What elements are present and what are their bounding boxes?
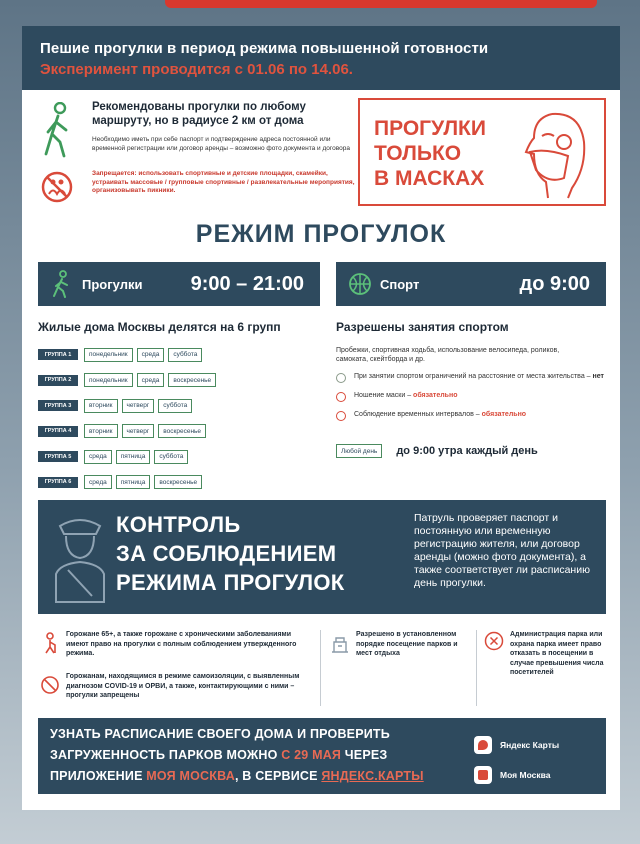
day-chip: воскресенье [168,373,216,387]
groups-list [38,342,220,495]
group-row [38,342,220,368]
masked-face-icon [512,108,594,200]
rule-2-text: Ношение маски – [354,392,412,399]
footer-2a: ЗАГРУЖЕННОСТЬ ПАРКОВ МОЖНО [50,748,282,762]
anyday-row [336,444,538,458]
footer-2c: ЧЕРЕЗ [341,748,388,762]
group-tag: ГРУППА 2 [38,375,78,386]
group-row [38,470,220,496]
rule-1-text: При занятии спортом ограничений на расстояние от места жительства – [354,373,591,380]
footer-line-3 [50,766,470,787]
day-chip: суббота [154,450,188,464]
isolated-text: Горожанам, находящимся в режиме самоизоляции, с выявленным диагнозом COVID-19 и ОРВИ, а также, контактирующими с ними – прогулки запрещены [66,673,300,699]
rule-3-em: обязательно [481,411,527,418]
footer-app-name: МОЯ МОСКВА [146,769,235,783]
group-row [38,368,220,394]
app-yandex-maps[interactable] [474,730,559,760]
app-label: Моя Москва [500,770,551,780]
group-row [38,393,220,419]
mask-text [374,116,486,191]
divider [320,630,321,706]
day-chip: четверг [122,424,155,438]
bottom-notes [38,626,606,714]
footer-banner [38,718,606,794]
app-list [474,730,559,790]
footer-line-2 [50,745,470,766]
footer-3c: , В СЕРВИСЕ [234,769,322,783]
group-tag: ГРУППА 3 [38,400,78,411]
sport-label: Спорт [380,276,420,292]
top-red-bar [165,0,597,8]
header-title: Пешие прогулки в период режима повышенной готовности [40,40,489,57]
day-chip: воскресенье [158,424,206,438]
mask-line-3: В МАСКАХ [374,167,485,190]
officer-icon [52,512,108,604]
no-covid-icon [40,674,60,696]
cross-circle-icon [484,630,504,652]
day-chip: вторник [84,424,118,438]
anyday-chip: Любой день [336,444,382,458]
control-line-1: КОНТРОЛЬ [116,512,241,537]
elderly-text: Горожане 65+, а также горожане с хроническими заболеваниями имеют право на прогулки с полным соблюдением утвержденного режима. [66,631,297,657]
day-chip: вторник [84,399,118,413]
elderly-icon [40,632,60,654]
rule-text [354,391,458,400]
mode-title: РЕЖИМ ПРОГУЛОК [195,220,447,248]
forbidden-text: Запрещается: использовать спортивные и детские площадки, скамейки, устраивать массовые / групповые спортивные / развлекательные мероприятия, организовывать пикники. [92,170,355,194]
walks-bar [38,262,320,306]
walker-small-icon [50,270,74,298]
footer-line-1: УЗНАТЬ РАСПИСАНИЕ СВОЕГО ДОМА И ПРОВЕРИТЬ [50,727,390,741]
walks-time: 9:00 – 21:00 [190,272,304,295]
sport-desc: Пробежки, спортивная ходьба, использование велосипеда, роликов, самоката, скейтборда и др. [336,347,560,363]
group-tag: ГРУППА 5 [38,451,78,462]
day-chip: среда [84,475,112,489]
day-chip: суббота [158,399,192,413]
rule-1-em: нет [592,373,604,380]
footer-text [50,724,470,787]
day-chip: среда [137,348,165,362]
footer-date: С 29 МАЯ [281,748,342,762]
app-my-moscow[interactable] [474,760,559,790]
group-tag: ГРУППА 6 [38,477,78,488]
day-chip: среда [137,373,165,387]
sport-rule-mask [336,391,606,402]
check-icon [336,373,346,383]
group-tag: ГРУППА 1 [38,349,78,360]
group-tag: ГРУППА 4 [38,426,78,437]
day-chip: понедельник [84,373,133,387]
clock-icon [336,411,346,421]
day-chip: среда [84,450,112,464]
control-banner [38,500,606,614]
divider [476,630,477,706]
rule-text [354,372,604,381]
sport-rule-interval [336,410,606,421]
recommend-title: Рекомендованы прогулки по любому маршруту, но в радиусе 2 км от дома [92,101,306,127]
control-desc: Патруль проверяет паспорт и постоянную или временную регистрацию жителя, или договор аренды (можно фото документа), а также соответствует ли расписанию день прогулки. [414,512,590,589]
sport-time: до 9:00 [519,272,590,295]
ball-icon [348,270,372,298]
footer-service-link[interactable]: ЯНДЕКС.КАРТЫ [321,769,424,783]
park-icon [330,632,350,654]
groups-title: Жилые дома Москвы делятся на 6 групп [38,320,281,334]
control-title [116,510,344,597]
rule-2-em: обязательно [413,392,458,399]
day-chip: пятница [116,475,151,489]
group-row [38,444,220,470]
my-moscow-icon [474,766,492,784]
parks-text: Разрешено в установленном порядке посещение парков и мест отдыха [356,631,458,657]
mask-small-icon [336,392,346,402]
mask-line-1: ПРОГУЛКИ [374,117,486,140]
sport-bar [336,262,606,306]
admin-text: Администрация парка или охрана парка имеет право отказать в посещении в случае превышения числа посетителей [510,631,604,676]
day-chip: четверг [122,399,155,413]
group-row [38,419,220,445]
day-chip: понедельник [84,348,133,362]
footer-3a: ПРИЛОЖЕНИЕ [50,769,147,783]
mask-line-2: ТОЛЬКО [374,142,462,165]
poster [22,26,620,810]
no-gathering-icon [40,170,74,204]
header-experiment: Эксперимент проводится с 01.06 по 14.06. [40,61,353,78]
walks-label: Прогулки [82,276,143,292]
day-chip: пятница [116,450,151,464]
sport-rule-distance [336,372,606,383]
control-line-2: ЗА СОБЛЮДЕНИЕМ [116,541,337,566]
app-label: Яндекс Карты [500,740,560,750]
day-chip: воскресенье [154,475,202,489]
day-chip: суббота [168,348,202,362]
anyday-text: до 9:00 утра каждый день [396,445,538,457]
control-line-3: РЕЖИМА ПРОГУЛОК [116,570,345,595]
mask-box [358,98,606,206]
walker-icon [40,102,76,160]
rule-text [354,410,526,419]
yandex-maps-icon [474,736,492,754]
header [22,26,620,90]
recommend-subtitle: Необходимо иметь при себе паспорт и подтверждение адреса постоянной или временной регистрации или договор аренды – возможно фото документа и договора [92,136,350,152]
sport-title: Разрешены занятия спортом [336,320,509,334]
rule-3-text: Соблюдение временных интервалов – [354,411,480,418]
sport-block [336,346,606,421]
